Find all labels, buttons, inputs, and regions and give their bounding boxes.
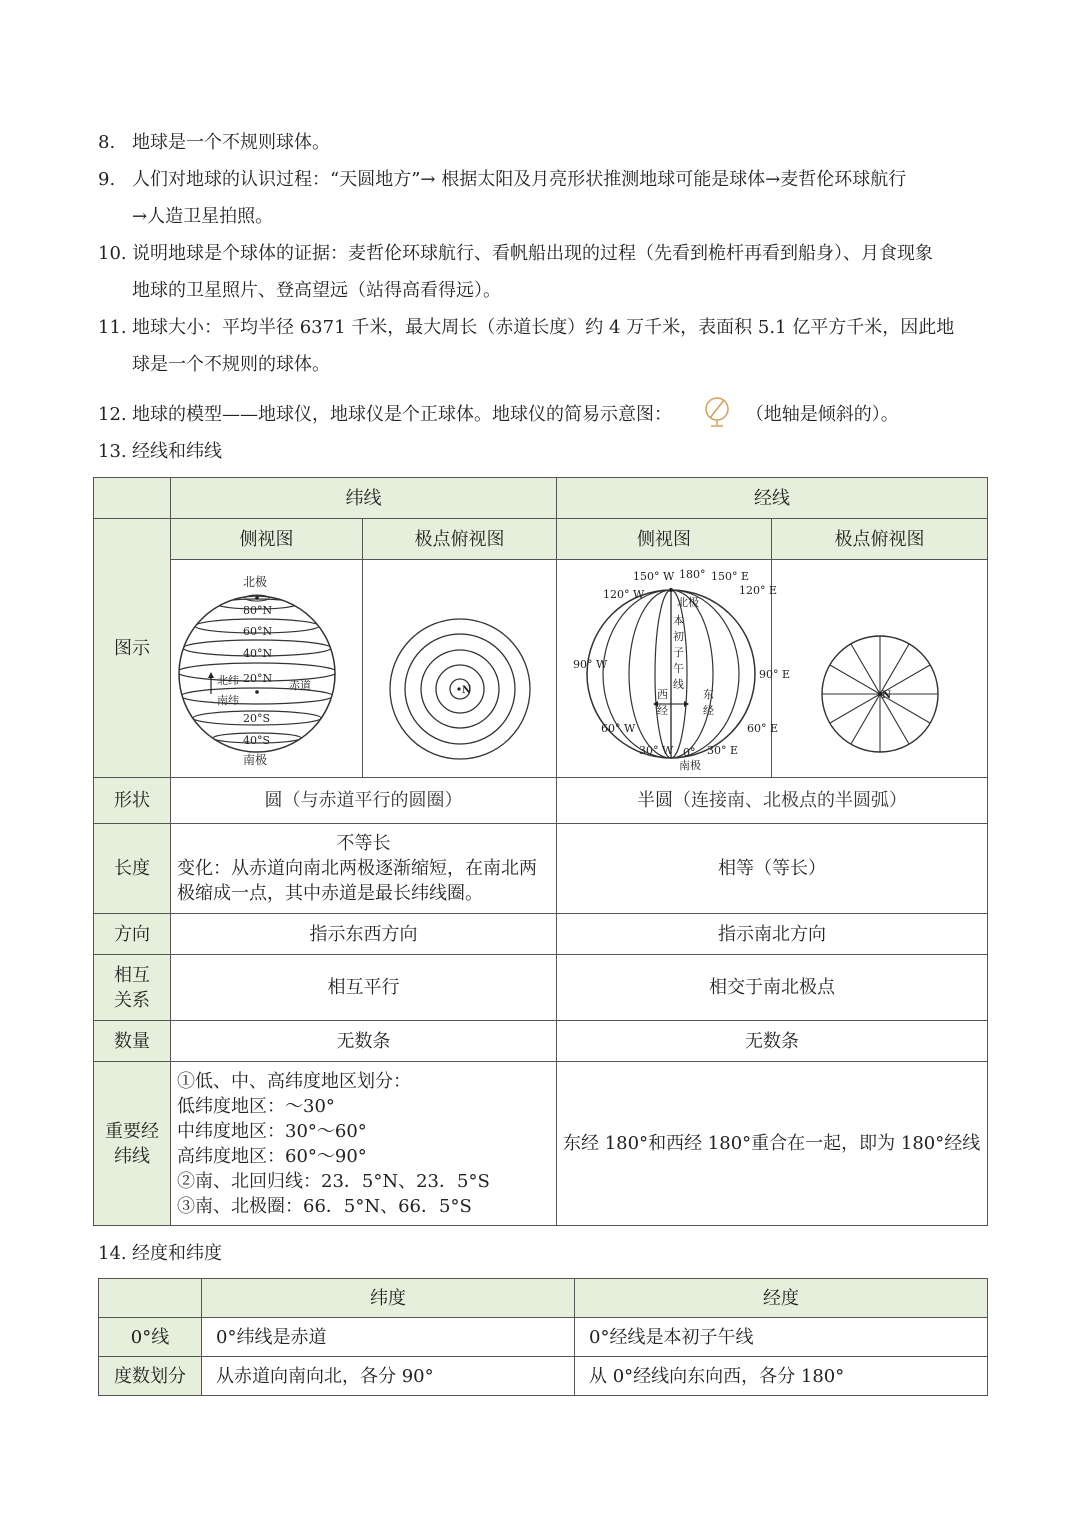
table-row [94, 778, 988, 824]
label-north-pole: 北极 [243, 574, 268, 589]
table-row [94, 478, 988, 519]
label-120w: 120° W [603, 587, 645, 601]
header-jing-side-view: 侧视图 [557, 519, 772, 560]
cell-wei-length: 不等长 变化：从赤道向南北两极逐渐缩短，在南北两极缩成一点，其中赤道是最长纬线圈。 [171, 824, 557, 914]
label-60n: 60°N [243, 624, 273, 638]
label-n: N [461, 684, 471, 696]
cell-jing-length: 相等（等长） [557, 824, 988, 914]
item-11: 11. 地球大小：平均半径 6371 千米，最大周长（赤道长度）约 4 万千米，表面积 5.1 亿平方千米，因此地 球是一个不规则的球体。 [98, 317, 955, 375]
table-row [94, 519, 988, 560]
label-0: 0° [683, 745, 696, 759]
header-weixian: 纬线 [171, 478, 557, 519]
label-30w: 30° W [639, 743, 674, 757]
label-30e: 30° E [707, 743, 739, 757]
label-90e: 90° E [759, 667, 791, 681]
longitude-side-globe [563, 564, 791, 774]
item-12: 12. 地球的模型——地球仪，地球仪是个正球体。地球仪的简易示意图： （地轴是倾斜的）。 [98, 396, 990, 441]
longitude-polar-spokes [815, 629, 945, 759]
table-row [99, 1318, 988, 1357]
cell-jing-shape: 半圆（连接南、北极点的半圆弧） [557, 778, 988, 824]
row-label-xingzhuang: 形状 [94, 778, 171, 824]
item-9: 9. 人们对地球的认识过程：“天圆地方”→ 根据太阳及月亮形状推测地球可能是球体→麦哲伦环球航行 →人造卫星拍照。 [98, 169, 907, 227]
label-prime-1: 本 [673, 613, 684, 627]
table-row [94, 560, 988, 778]
header-wei-polar-view: 极点俯视图 [363, 519, 557, 560]
diagram-latitude-polar [363, 560, 557, 778]
table-row [94, 1062, 988, 1226]
label-north-lat: 北纬 [217, 673, 239, 687]
label-north-pole: 北极 [677, 595, 699, 609]
diagram-longitude-side [557, 560, 791, 778]
row-label-tushi: 图示 [94, 519, 171, 778]
cell-wei-relation: 相互平行 [171, 955, 557, 1021]
latitude-longitude-lines-table [93, 477, 988, 1226]
label-east-1: 东 [703, 687, 714, 701]
table-row [99, 1357, 988, 1396]
diagram-longitude-polar [772, 560, 988, 778]
label-west-2: 经 [657, 703, 668, 717]
label-180: 180° [679, 567, 706, 581]
row-label-shuliang: 数量 [94, 1021, 171, 1062]
label-prime-4: 午 [673, 661, 684, 675]
label-20n: 20°N [243, 671, 273, 685]
label-120e: 120° E [739, 583, 778, 597]
header-weidu: 纬度 [202, 1279, 575, 1318]
cell-jing-important: 东经 180°和西经 180°重合在一起，即为 180°经线 [557, 1062, 988, 1226]
table-row [94, 824, 988, 914]
cell-lat-division: 从赤道向南向北，各分 90° [202, 1357, 575, 1396]
cell-wei-count: 无数条 [171, 1021, 557, 1062]
row-label-degree-division: 度数划分 [99, 1357, 202, 1396]
row-label-zhongyao: 重要经纬线 [94, 1062, 171, 1226]
table-row [99, 1279, 988, 1318]
label-150e: 150° E [711, 569, 750, 583]
latitude-longitude-degree-table [98, 1278, 988, 1396]
label-south-pole: 南极 [679, 758, 701, 772]
row-label-zero-line: 0°线 [99, 1318, 202, 1357]
label-equator: 赤道 [289, 678, 311, 692]
label-south-lat: 南纬 [217, 693, 239, 707]
label-80n: 80°N [243, 603, 273, 617]
item-8: 8. 地球是一个不规则球体。 [98, 132, 330, 153]
table-row [94, 1021, 988, 1062]
diagram-latitude-side [171, 560, 363, 778]
latitude-polar-circles [385, 614, 535, 764]
label-prime-2: 初 [673, 629, 684, 643]
cell-lon-division: 从 0°经线向东向西，各分 180° [575, 1357, 988, 1396]
label-90w: 90° W [573, 657, 608, 671]
table-row [94, 955, 988, 1021]
cell-wei-direction: 指示东西方向 [171, 914, 557, 955]
row-label-fangxiang: 方向 [94, 914, 171, 955]
cell-wei-shape: 圆（与赤道平行的圆圈） [171, 778, 557, 824]
item-10: 10. 说明地球是个球体的证据：麦哲伦环球航行、看帆船出现的过程（先看到桅杆再看到船身）、月食现象 地球的卫星照片、登高望远（站得高看得远）。 [98, 243, 933, 301]
header-wei-side-view: 侧视图 [171, 519, 363, 560]
table-row [94, 914, 988, 955]
label-40n: 40°N [243, 646, 273, 660]
label-150w: 150° W [633, 569, 675, 583]
row-label-guanxi: 相互关系 [94, 955, 171, 1021]
label-south-pole: 南极 [243, 752, 268, 767]
label-20s: 20°S [243, 711, 271, 725]
cell-jing-relation: 相交于南北极点 [557, 955, 988, 1021]
label-40s: 40°S [243, 733, 271, 747]
cell-zero-lon: 0°经线是本初子午线 [575, 1318, 988, 1357]
corner-cell [99, 1279, 202, 1318]
header-jing-polar-view: 极点俯视图 [772, 519, 988, 560]
label-prime-5: 线 [673, 677, 684, 691]
label-west-1: 西 [657, 687, 668, 701]
cell-jing-count: 无数条 [557, 1021, 988, 1062]
label-prime-3: 子 [673, 645, 684, 659]
header-jingxian: 经线 [557, 478, 988, 519]
latitude-side-globe [177, 564, 357, 774]
cell-wei-important: ①低、中、高纬度地区划分： 低纬度地区：～30° 中纬度地区：30°～60° 高纬度地区：60°～90° ②南、北回归线：23．5°N、23．5°S ③南、北极圈：66．5°N、66．5°S [171, 1062, 557, 1226]
label-east-2: 经 [703, 703, 714, 717]
cell-jing-direction: 指示南北方向 [557, 914, 988, 955]
corner-cell [94, 478, 171, 519]
row-label-changdu: 长度 [94, 824, 171, 914]
item-14: 14. 经度和纬度 [98, 1243, 222, 1264]
item-13: 13. 经线和纬线 [98, 441, 222, 462]
cell-zero-lat: 0°纬线是赤道 [202, 1318, 575, 1357]
label-60e: 60° E [747, 721, 779, 735]
label-60w: 60° W [601, 721, 636, 735]
label-n: N [881, 689, 891, 701]
header-jingdu: 经度 [575, 1279, 988, 1318]
